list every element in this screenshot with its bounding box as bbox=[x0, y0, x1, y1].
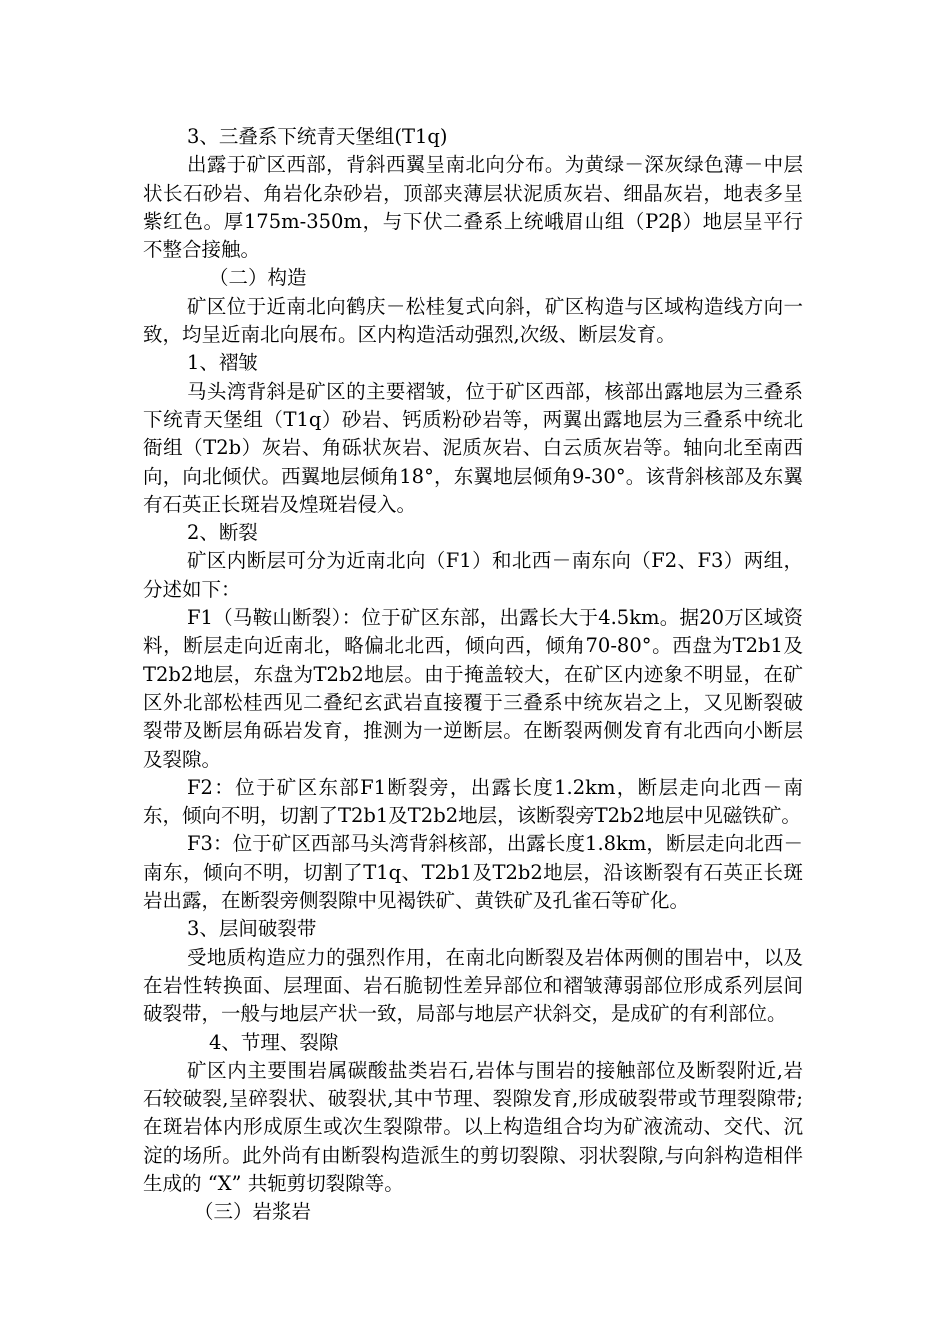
section-heading-faults: 2、断裂 bbox=[187, 521, 258, 545]
paragraph-structure-overview: 矿区位于近南北向鹤庆－松桂复式向斜，矿区构造与区域构造线方向一致，均呈近南北向展布。区内构造活动强烈,次级、断层发育。 bbox=[143, 294, 803, 347]
paragraph-matouwan-anticline: 马头湾背斜是矿区的主要褶皱，位于矿区西部，核部出露地层为三叠系下统青天堡组（T1q）砂岩、钙质粉砂岩等，两翼出露地层为三叠系中统北衙组（T2b）灰岩、角砾状灰岩、泥质灰岩、白云质灰岩等。轴向北至南西向，向北倾伏。西翼地层倾角18°，东翼地层倾角9-30°。该背斜核部及东翼有石英正长斑岩及煌斑岩侵入。 bbox=[143, 379, 803, 516]
paragraph-fault-f2: F2：位于矿区东部F1断裂旁，出露长度1.2km，断层走向北西－南东，倾向不明，切割了T2b1及T2b2地层，该断裂旁T2b2地层中见磁铁矿。 bbox=[143, 775, 803, 828]
section-heading-interlayer-fracture: 3、层间破裂带 bbox=[187, 917, 317, 941]
section-heading-joints-fissures: 4、节理、裂隙 bbox=[209, 1030, 339, 1054]
document-body bbox=[143, 123, 803, 1227]
paragraph-qingtianbao-description: 出露于矿区西部，背斜西翼呈南北向分布。为黄绿－深灰绿色薄－中层状长石砂岩、角岩化杂砂岩，顶部夹薄层状泥质灰岩、细晶灰岩，地表多呈紫红色。厚175m-350m，与下伏二叠系上统峨眉山组（P2β）地层呈平行不整合接触。 bbox=[143, 153, 803, 262]
paragraph-interlayer-fracture: 受地质构造应力的强烈作用，在南北向断裂及岩体两侧的围岩中，以及在岩性转换面、层理面、岩石脆韧性差异部位和褶皱薄弱部位形成系列层间破裂带，一般与地层产状一致，局部与地层产状斜交，是成矿的有利部位。 bbox=[143, 945, 803, 1026]
paragraph-fault-f1: F1（马鞍山断裂）：位于矿区东部，出露长大于4.5km。据20万区域资料，断层走向近南北，略偏北北西，倾向西，倾角70-80°。西盘为T2b1及T2b2地层，东盘为T2b2地层。由于掩盖较大，在矿区内迹象不明显，在矿区外北部松桂西见二叠纪玄武岩直接覆于三叠系中统灰岩之上，又见断裂破裂带及断层角砾岩发育，推测为一逆断层。在断裂两侧发育有北西向小断层及裂隙。 bbox=[143, 606, 803, 771]
section-heading-structure: （二）构造 bbox=[209, 266, 307, 290]
paragraph-joints-fissures: 矿区内主要围岩属碳酸盐类岩石,岩体与围岩的接触部位及断裂附近,岩石较破裂,呈碎裂状、破裂状,其中节理、裂隙发育,形成破裂带或节理裂隙带;在斑岩体内形成原生或次生裂隙带。以上构造组合均为矿液流动、交代、沉淀的场所。此外尚有由断裂构造派生的剪切裂隙、羽状裂隙,与向斜构造相伴生成的 “X” 共轭剪切裂隙等。 bbox=[143, 1058, 803, 1195]
paragraph-fault-f3: F3：位于矿区西部马头湾背斜核部，出露长度1.8km，断层走向北西－南东，倾向不明，切割了T1q、T2b1及T2b2地层，沿该断裂有石英正长斑岩出露，在断裂旁侧裂隙中见褐铁矿、黄铁矿及孔雀石等矿化。 bbox=[143, 832, 803, 913]
section-heading-magmatic-rocks: （三）岩浆岩 bbox=[194, 1200, 312, 1224]
section-heading-folds: 1、褶皱 bbox=[187, 351, 258, 375]
paragraph-faults-overview: 矿区内断层可分为近南北向（F1）和北西－南东向（F2、F3）两组，分述如下： bbox=[143, 549, 803, 601]
section-heading-triassic-qingtianbao: 3、三叠系下统青天堡组(T1q) bbox=[187, 125, 448, 148]
